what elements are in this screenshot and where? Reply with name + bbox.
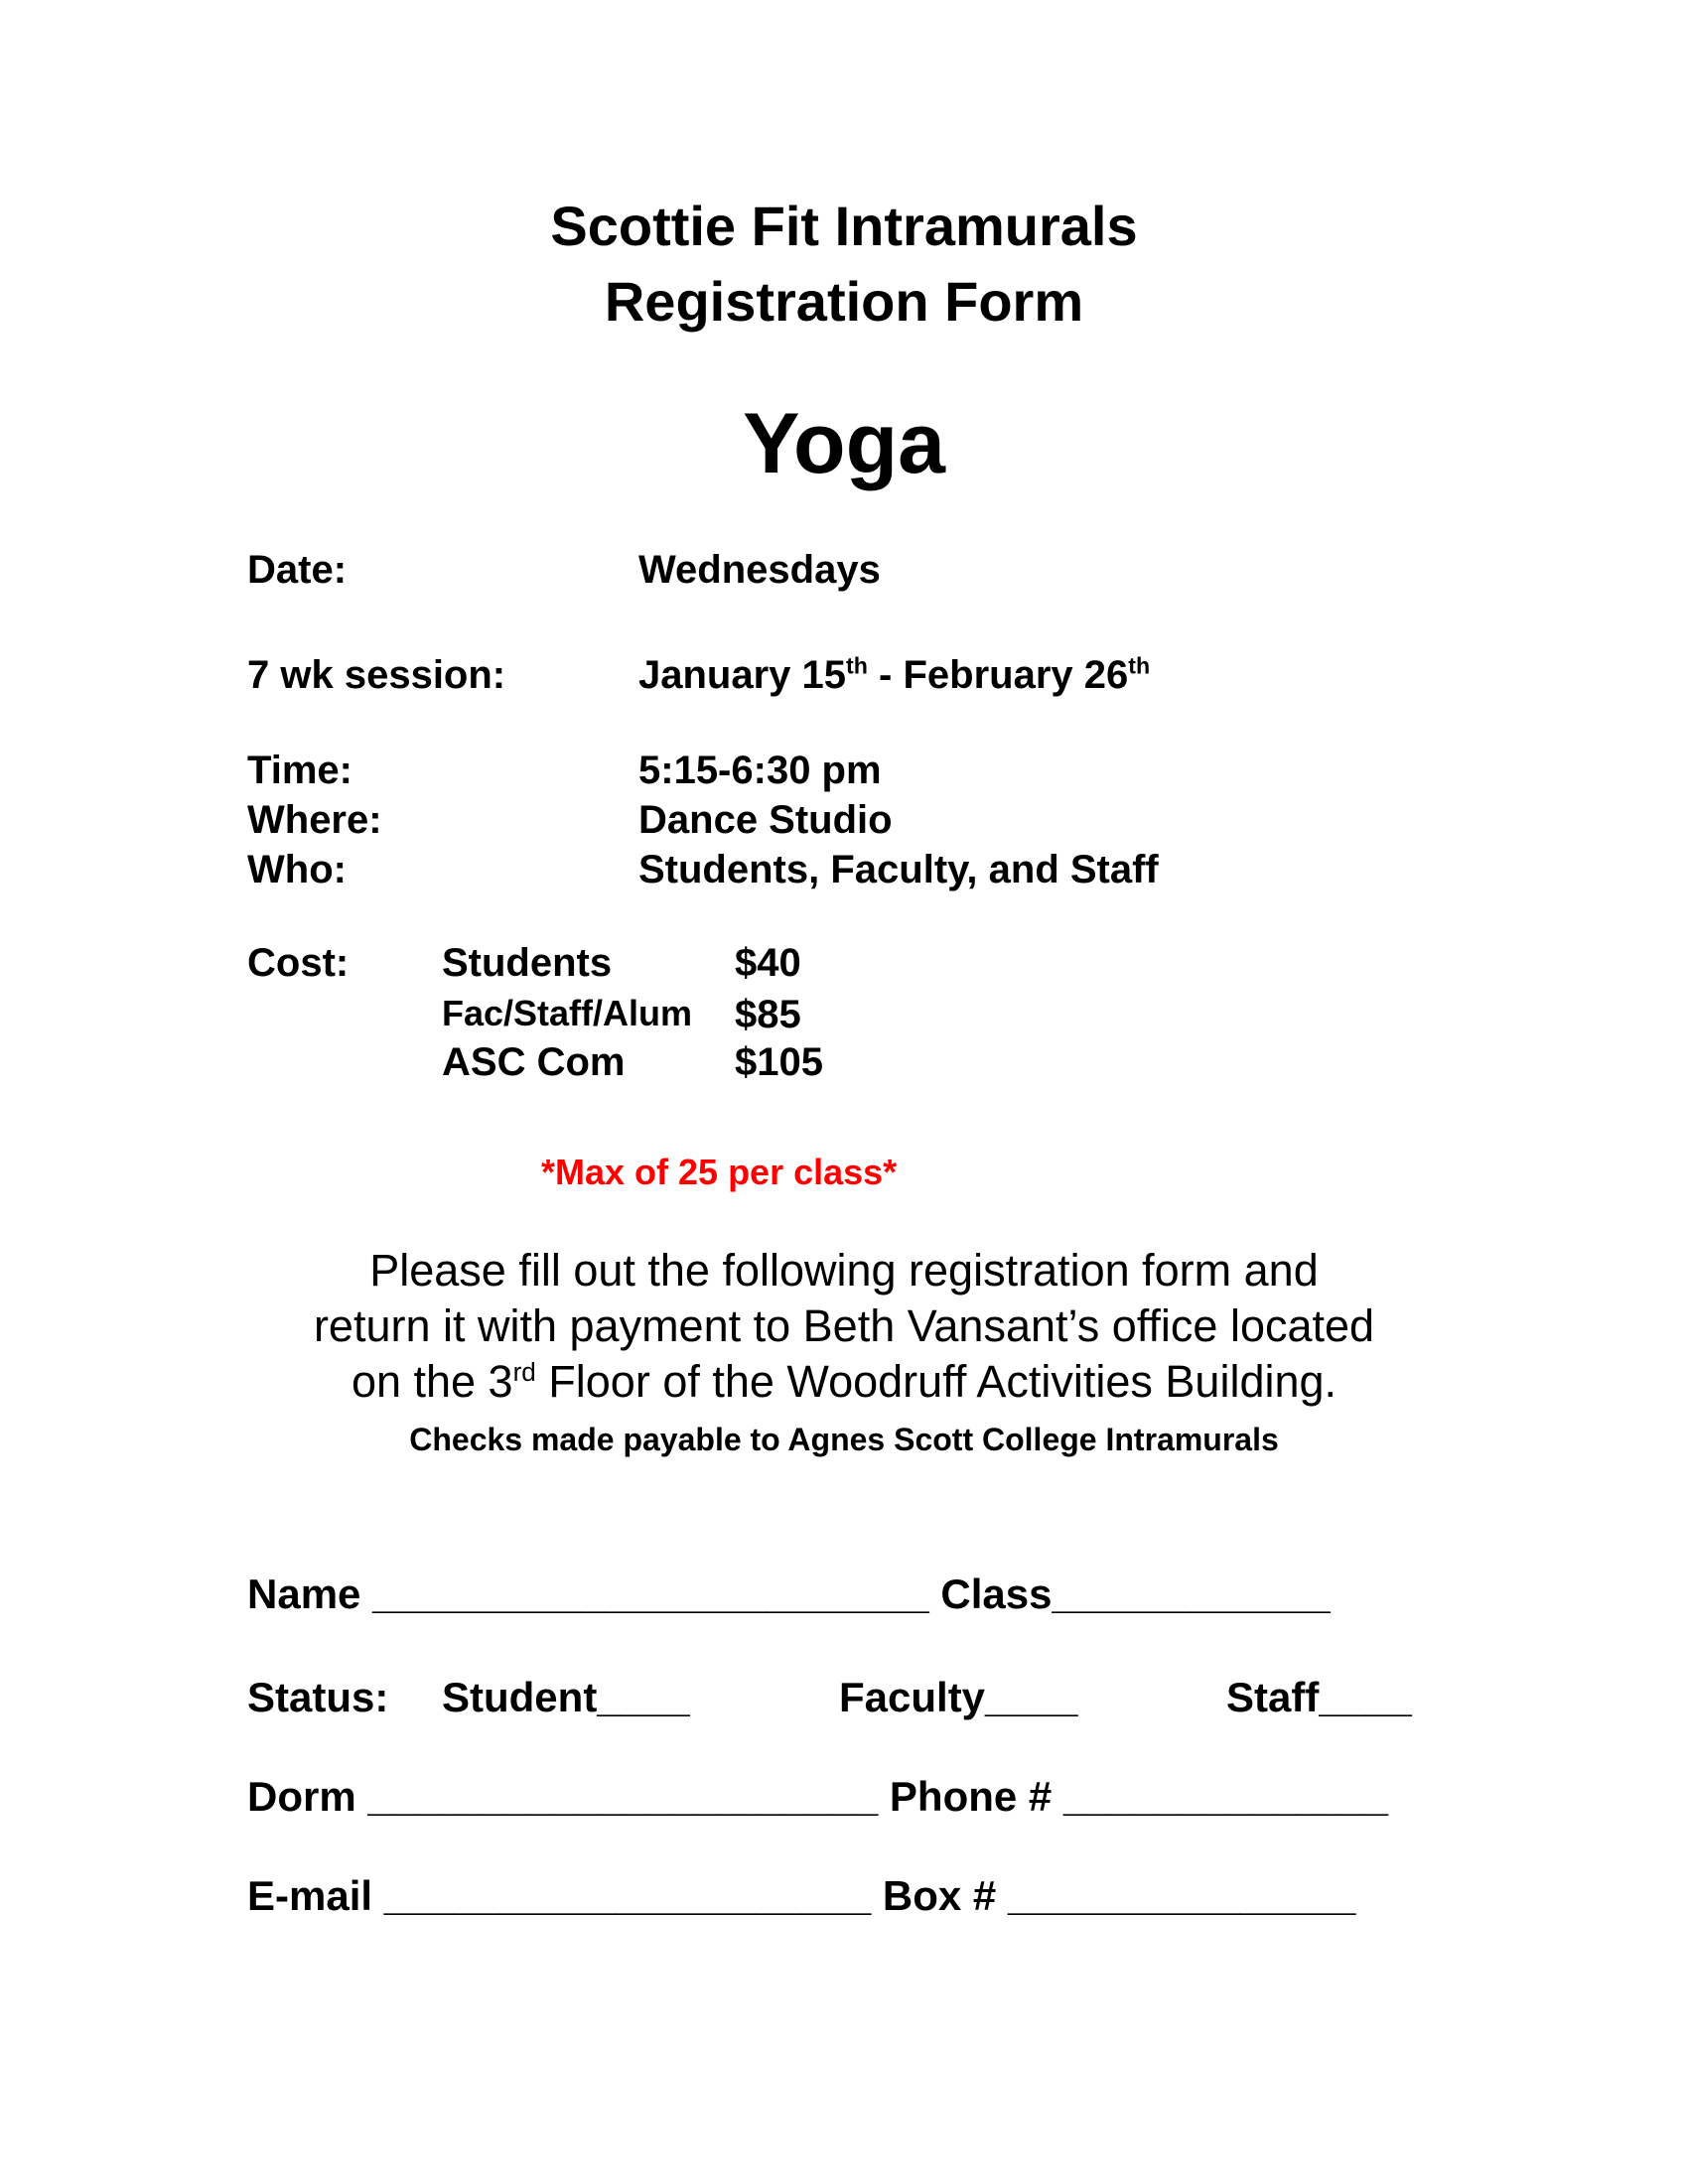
session-row [0,653,1688,705]
phone-label: Phone # [889,1773,1053,1820]
where-row [0,798,1688,850]
document-title-line1: Scottie Fit Intramurals [550,195,1138,257]
time-row [0,749,1688,800]
phone-blank-line: ______________ [1062,1773,1388,1820]
class-blank-line: ____________ [1052,1570,1331,1617]
who-label: Who: [247,848,347,891]
where-label: Where: [247,798,382,842]
activity-title: Yoga [743,396,945,491]
document-title [0,189,1688,339]
session-start: January 15 [638,653,847,697]
name-blank-line: ________________________ [372,1570,929,1617]
time-value: 5:15-6:30 pm [638,749,882,792]
cost-row-asccom [0,1040,1688,1092]
date-row [0,548,1688,600]
time-label: Time: [247,749,352,792]
checks-payable-note: Checks made payable to Agnes Scott College Intramurals [409,1422,1279,1457]
session-middle: - February 26 [867,653,1129,697]
cost-row-facstaffalum [0,993,1688,1044]
floor-ordinal: rd [512,1356,536,1387]
date-value: Wednesdays [638,548,881,592]
cost-label: Cost: [247,941,350,985]
cost-item-facstaffalum: Fac/Staff/Alum [442,993,693,1033]
class-label: Class [940,1570,1053,1617]
date-label: Date: [247,548,348,592]
cost-price-students: $40 [735,941,801,985]
instructions-paragraph [0,1243,1688,1409]
instructions-line3-pre: on the 3 [351,1355,513,1407]
who-row [0,848,1688,899]
document-title-line2: Registration Form [604,269,1084,333]
instructions-line3-post: Floor of the Woodruff Activities Building. [535,1355,1337,1407]
instructions-line3 [0,1354,1688,1410]
cost-price-facstaffalum: $85 [735,993,801,1036]
max-per-class-note: *Max of 25 per class* [541,1152,898,1192]
cost-price-asccom: $105 [735,1040,823,1084]
cost-item-students: Students [442,941,613,985]
name-label: Name [247,1570,361,1617]
status-row [0,1674,1688,1729]
status-faculty-blank: Faculty____ [839,1674,1078,1720]
email-label: E-mail [247,1872,373,1919]
where-value: Dance Studio [638,798,893,842]
name-row [247,1570,1331,1618]
box-label: Box # [882,1872,997,1919]
status-label: Status: [247,1674,389,1720]
email-blank-line: _____________________ [383,1872,872,1919]
who-value: Students, Faculty, and Staff [638,848,1159,891]
email-row [247,1872,1355,1920]
status-student-blank: Student____ [442,1674,690,1720]
instructions-line2: return it with payment to Beth Vansant’s office located [313,1299,1375,1351]
cost-row-students [0,941,1688,993]
box-blank-line: _______________ [1007,1872,1356,1919]
session-value [638,653,1150,698]
status-staff-blank: Staff____ [1226,1674,1412,1720]
dorm-row [247,1773,1388,1821]
session-label: 7 wk session: [247,653,506,697]
instructions-line1: Please fill out the following registration form and [369,1245,1319,1296]
session-end-ordinal: th [1128,652,1151,679]
dorm-blank-line: ______________________ [367,1773,879,1820]
session-start-ordinal: th [846,652,868,679]
dorm-label: Dorm [247,1773,356,1820]
cost-item-asccom: ASC Com [442,1040,626,1084]
